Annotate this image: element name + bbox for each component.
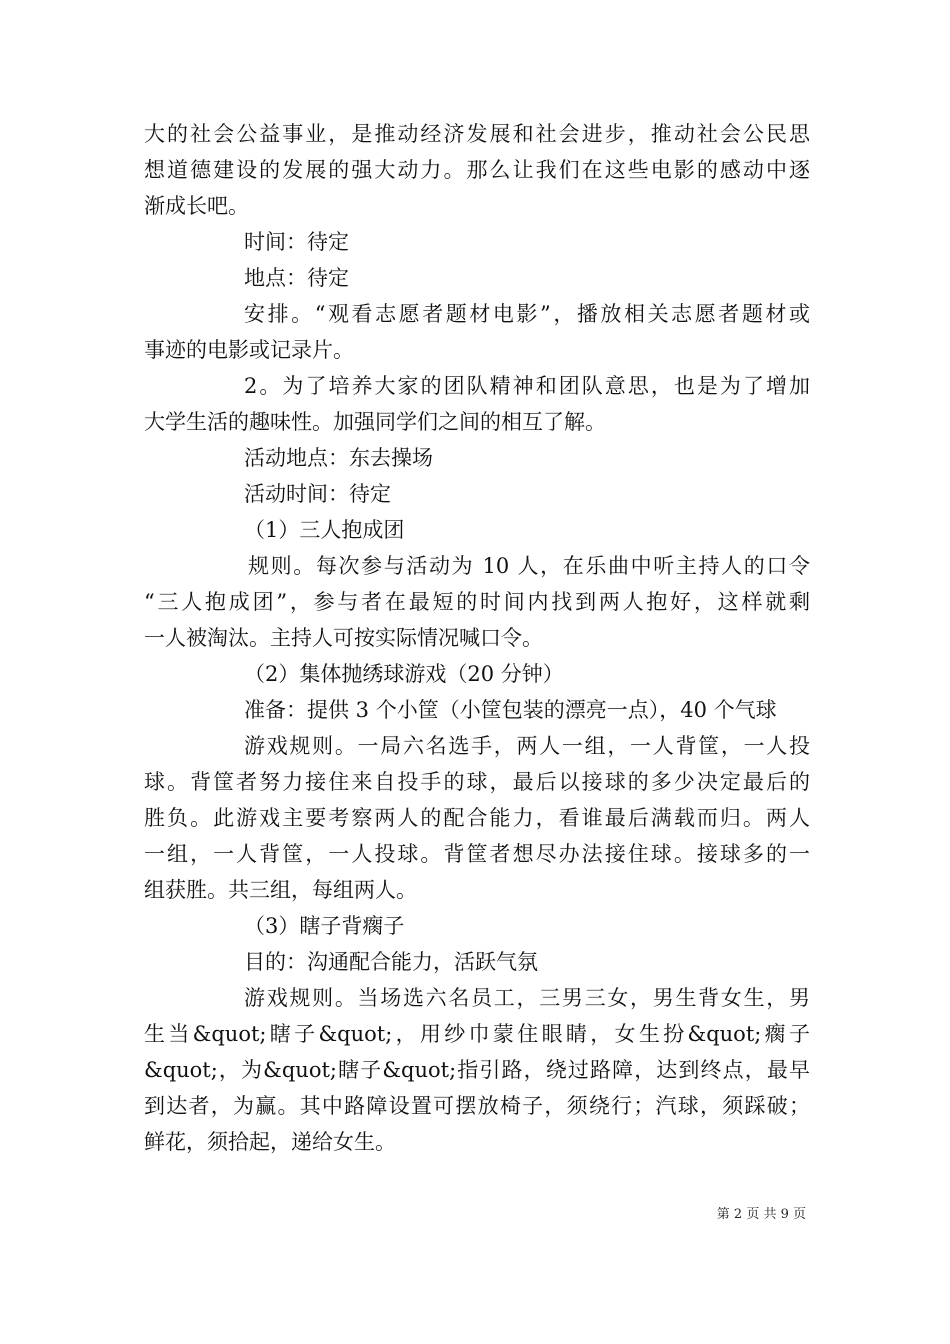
text-line: 组获胜。共三组，每组两人。 <box>144 878 417 902</box>
page-number-footer: 第 2 页 共 9 页 <box>716 1207 806 1222</box>
text-line: 游戏规则。一局六名选手，两人一组，一人背筐，一人投 <box>244 734 810 758</box>
text-line: 到达者，为赢。其中路障设置可摆放椅子，须绕行；汽球，须踩破； <box>144 1094 810 1118</box>
text-line: 活动时间：待定 <box>244 482 391 506</box>
text-line: 想道德建设的发展的强大动力。那么让我们在这些电影的感动中逐 <box>144 158 810 182</box>
text-line: 生当&quot;瞎子&quot;，用纱巾蒙住眼睛，女生扮&quot;瘸子 <box>144 1022 810 1046</box>
text-line: &quot;，为&quot;瞎子&quot;指引路，绕过路障，达到终点，最早 <box>144 1058 810 1082</box>
text-line: 准备：提供 3 个小筐（小筐包装的漂亮一点），40 个气球 <box>244 698 777 722</box>
section-heading: （3）瞎子背瘸子 <box>244 914 405 938</box>
text-line: 规则。每次参与活动为 10 人，在乐曲中听主持人的口令 <box>248 554 810 578</box>
text-line: 目的：沟通配合能力，活跃气氛 <box>244 950 538 974</box>
text-line: 大学生活的趣味性。加强同学们之间的相互了解。 <box>144 410 606 434</box>
text-line: 2。为了培养大家的团队精神和团队意思，也是为了增加 <box>244 374 810 398</box>
text-line: 安排。“观看志愿者题材电影”，播放相关志愿者题材或 <box>244 302 810 326</box>
text-line: 球。背筐者努力接住来自投手的球，最后以接球的多少决定最后的 <box>144 770 810 794</box>
text-line: 大的社会公益事业，是推动经济发展和社会进步，推动社会公民思 <box>144 122 810 146</box>
text-line: 时间：待定 <box>244 230 349 254</box>
text-line: 游戏规则。当场选六名员工，三男三女，男生背女生，男 <box>244 986 810 1010</box>
text-line: 一组，一人背筐，一人投球。背筐者想尽办法接住球。接球多的一 <box>144 842 810 866</box>
text-line: 地点：待定 <box>244 266 349 290</box>
text-line: “三人抱成团”，参与者在最短的时间内找到两人抱好，这样就剩 <box>144 590 810 614</box>
section-heading: （1）三人抱成团 <box>244 518 405 542</box>
text-line: 活动地点：东去操场 <box>244 446 433 470</box>
text-line: 鲜花，须拾起，递给女生。 <box>144 1130 396 1154</box>
section-heading: （2）集体抛绣球游戏（20 分钟） <box>244 662 564 686</box>
text-line: 胜负。此游戏主要考察两人的配合能力，看谁最后满载而归。两人 <box>144 806 810 830</box>
document-body <box>144 116 810 1160</box>
text-line: 事迹的电影或记录片。 <box>144 338 354 362</box>
text-line: 一人被淘汰。主持人可按实际情况喊口令。 <box>144 626 543 650</box>
text-line: 渐成长吧。 <box>144 194 249 218</box>
